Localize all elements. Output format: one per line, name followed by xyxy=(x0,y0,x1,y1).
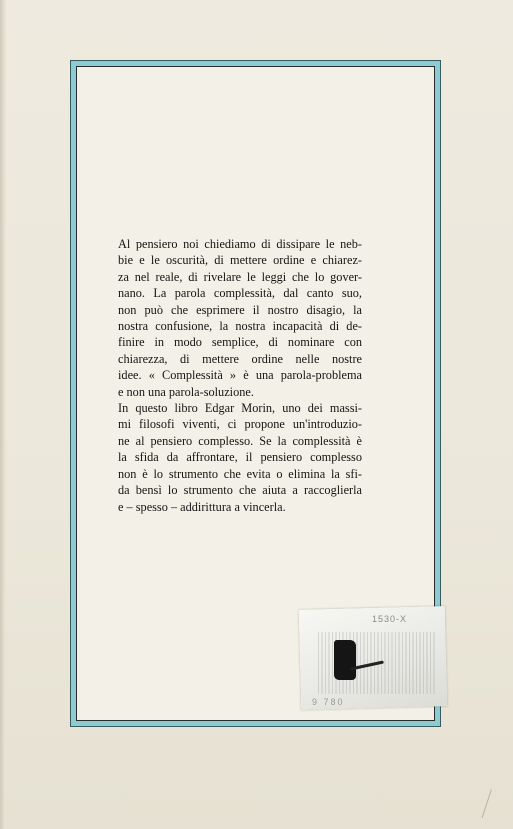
back-cover-blurb xyxy=(118,236,362,515)
blurb-paragraph xyxy=(118,236,362,400)
blurb-line: bie e le oscurità, di mettere ordine e chiarez- xyxy=(118,253,362,268)
sticker-code: 9 780 xyxy=(312,697,345,707)
blurb-line: In questo libro Edgar Morin, uno dei massi- xyxy=(118,401,362,416)
cover-edge xyxy=(0,0,6,829)
blurb-line: e non una parola-soluzione. xyxy=(118,384,254,399)
blurb-line: non può che esprimere il nostro disagio, la xyxy=(118,302,362,317)
blurb-line: finire in modo semplice, di nominare con xyxy=(118,335,362,350)
blurb-line: e – spesso – addirittura a vincerla. xyxy=(118,499,286,514)
blurb-line: Al pensiero noi chiediamo di dissipare le neb- xyxy=(118,237,362,251)
blurb-line: ne al pensiero complesso. Se la complessità è xyxy=(118,433,362,448)
blurb-line: mi filosofi viventi, ci propone un'introduzio- xyxy=(118,417,362,432)
blurb-line: nano. La parola complessità, dal canto suo, xyxy=(118,286,362,301)
blurb-paragraph xyxy=(118,400,362,515)
sticker-code: 1530-X xyxy=(372,614,408,624)
marker-ink-blot xyxy=(334,640,356,680)
blurb-line: idee. « Complessità » è una parola-problema xyxy=(118,368,362,383)
blurb-line: za nel reale, di rivelare le leggi che lo gover- xyxy=(118,269,362,284)
blurb-line: la sfida da affrontare, il pensiero complesso xyxy=(118,450,362,465)
blurb-line: chiarezza, di mettere ordine nelle nostre xyxy=(118,351,362,366)
blurb-line: non è lo strumento che evita o elimina la sfi- xyxy=(118,466,362,481)
blurb-line: da bensì lo strumento che aiuta a raccoglierla xyxy=(118,483,362,498)
blurb-line: nostra confusione, la nostra incapacità di de- xyxy=(118,319,362,334)
